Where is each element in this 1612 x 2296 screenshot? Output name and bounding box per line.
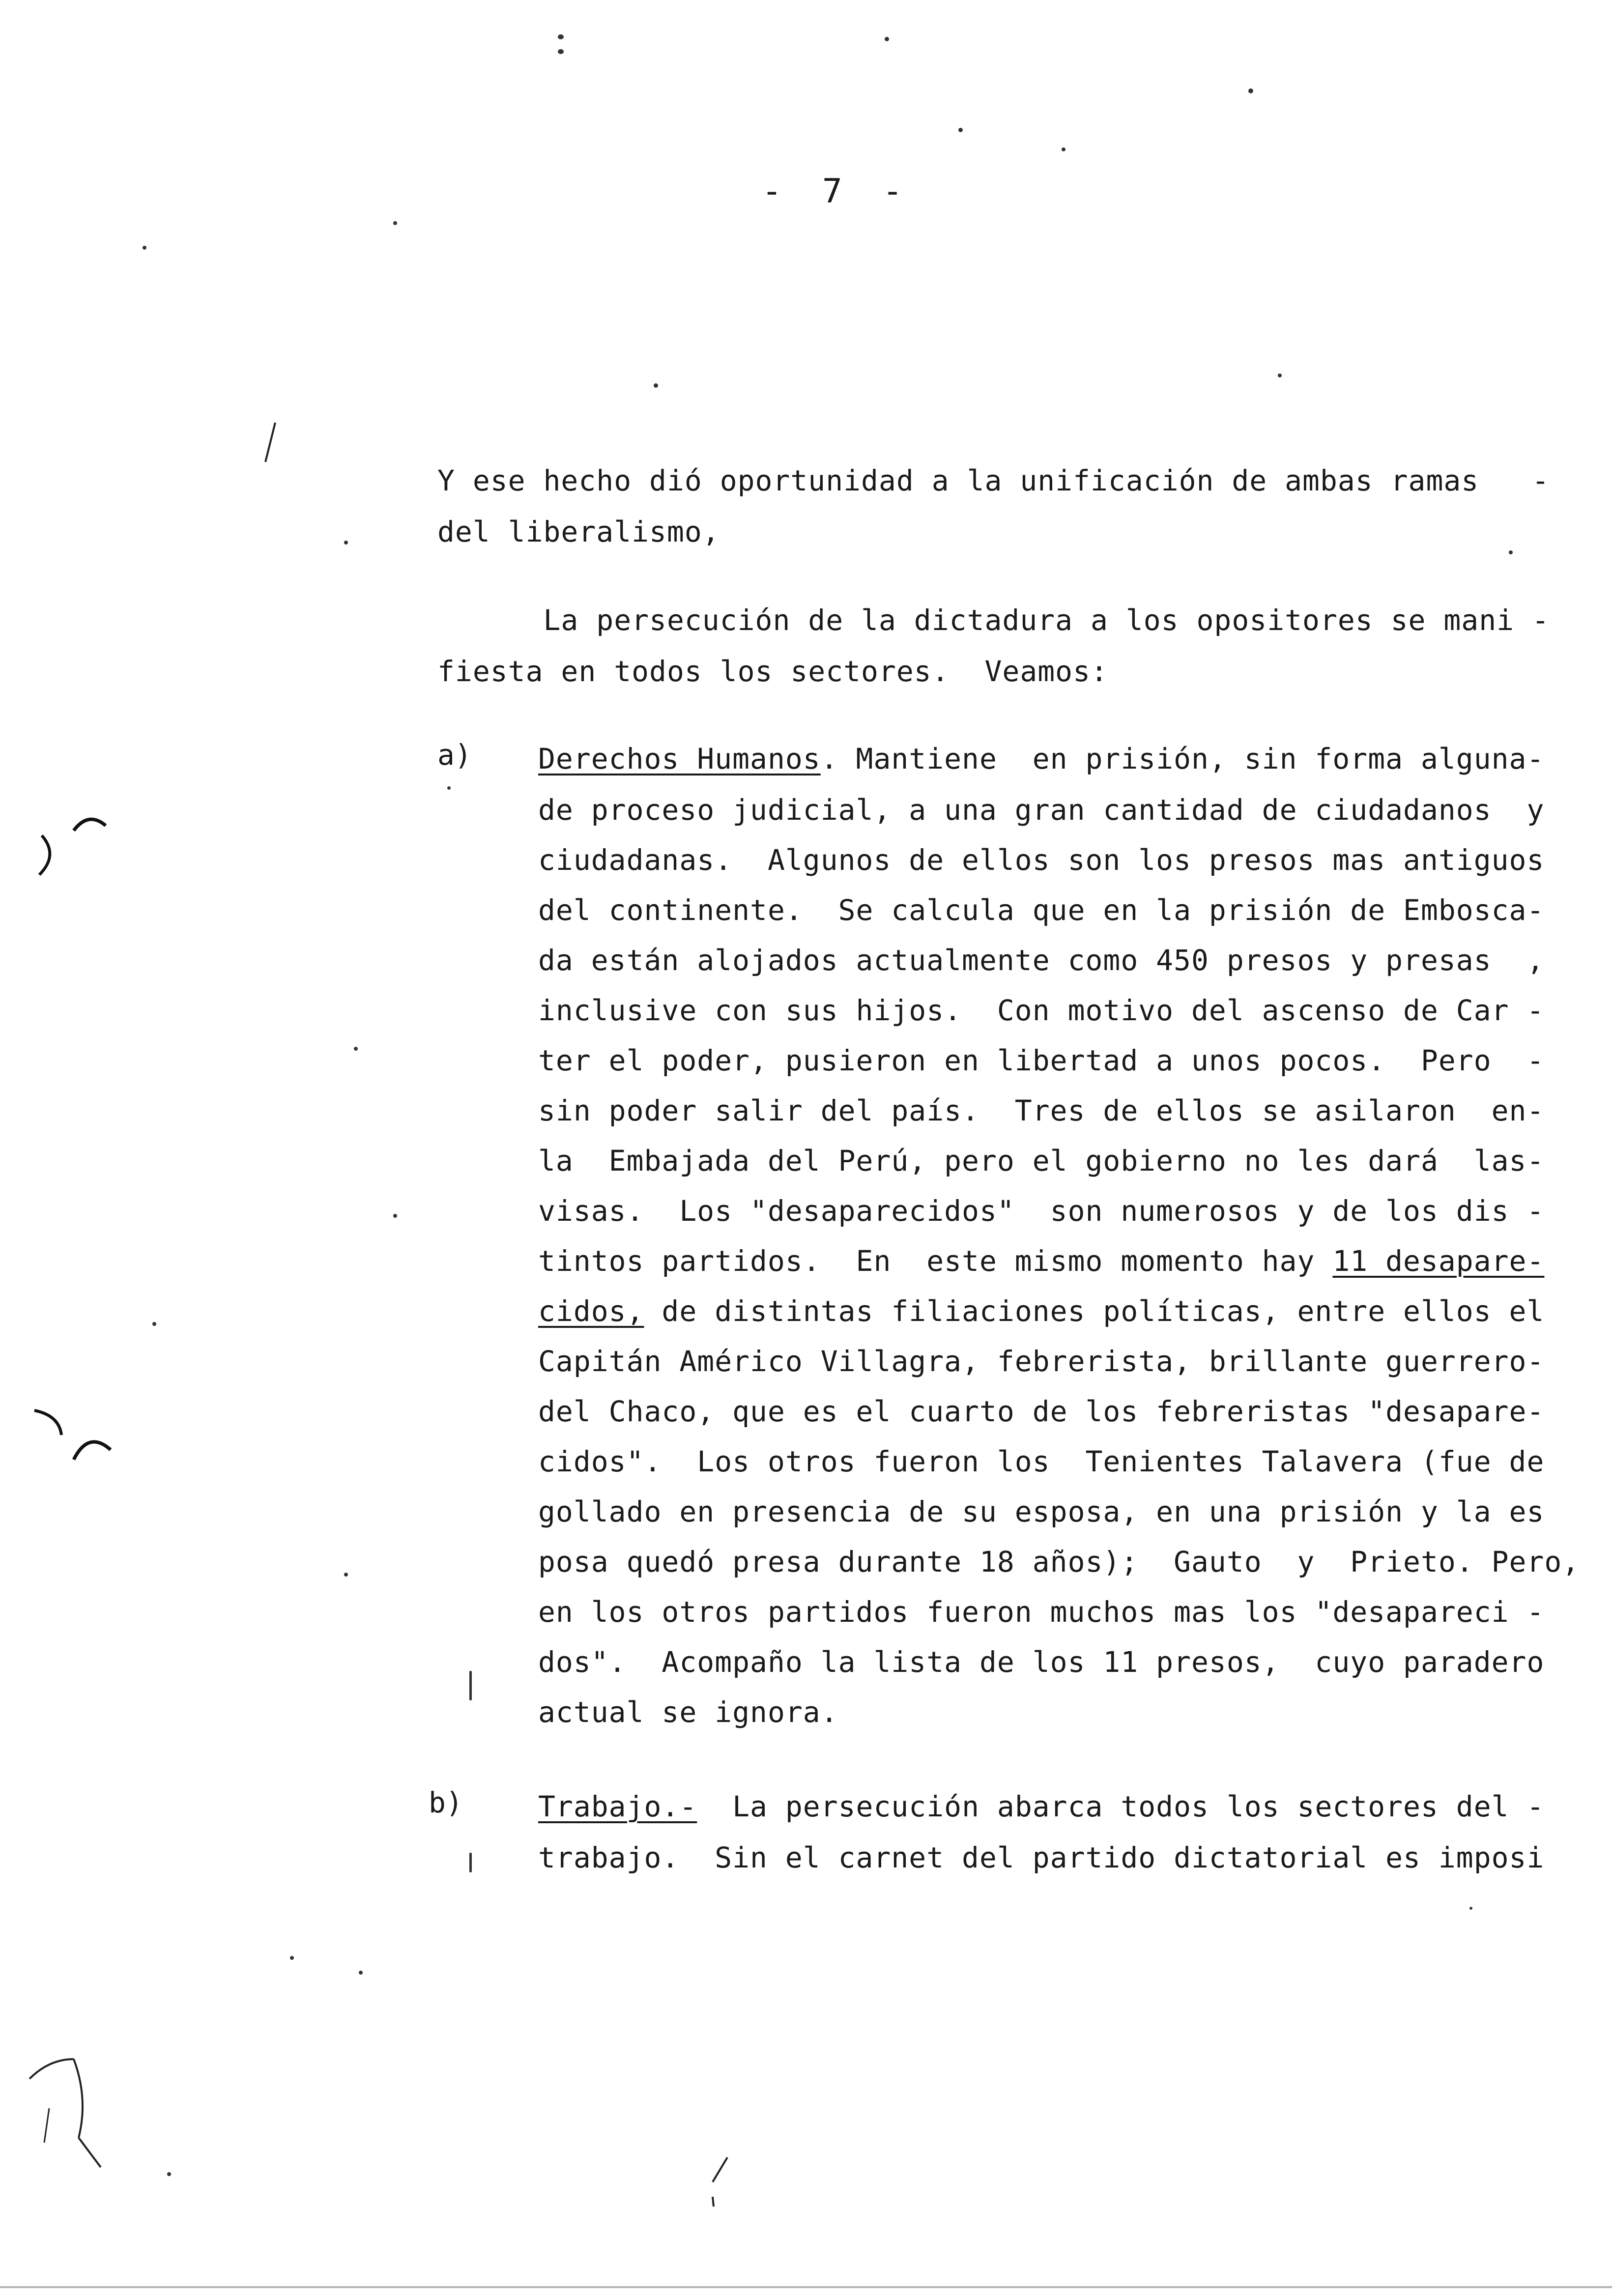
- item-a-first-line: [538, 741, 1544, 776]
- item-a-line: de proceso judicial, a una gran cantidad de ciudadanos y: [538, 793, 1545, 827]
- speck: [469, 1671, 472, 1700]
- item-a-line: dos". Acompaño la lista de los 11 presos, cuyo paradero: [538, 1645, 1545, 1679]
- speck: [167, 2172, 171, 2176]
- item-a-line: cidos". Los otros fueron los Tenientes Talavera (fue de: [538, 1445, 1545, 1478]
- item-a-line: del Chaco, que es el cuarto de los febreristas "desapare-: [538, 1395, 1545, 1428]
- speck: [469, 1853, 472, 1872]
- item-a-marker: a): [437, 738, 472, 772]
- speck: [290, 1956, 294, 1960]
- item-a-line: ciudadanas. Algunos de ellos son los presos mas antiguos: [538, 843, 1545, 877]
- margin-mark-3: [20, 2039, 118, 2187]
- speck: [1509, 550, 1513, 554]
- margin-mark-1: [20, 801, 118, 880]
- speck: [1469, 1907, 1472, 1910]
- item-b-heading: Trabajo.-: [538, 1790, 697, 1823]
- item-b-first-line-rest: La persecución abarca todos los sectores del -: [697, 1790, 1545, 1823]
- item-a-line-12: [538, 1243, 1544, 1279]
- speck: [558, 34, 564, 39]
- speck: [344, 541, 348, 545]
- item-a-first-line-rest: . Mantiene en prisión, sin forma alguna-: [820, 742, 1545, 775]
- speck: [654, 383, 658, 388]
- item-a-line: actual se ignora.: [538, 1695, 838, 1729]
- item-a-line-12-underlined: 11 desapare-: [1332, 1244, 1545, 1278]
- speck: [393, 221, 397, 225]
- speck: [1248, 88, 1253, 93]
- speck: [447, 786, 451, 790]
- intro-line-1: Y ese hecho dió oportunidad a la unificación de ambas ramas -: [437, 464, 1550, 497]
- item-a-line: sin poder salir del país. Tres de ellos se asilaron en-: [538, 1094, 1545, 1127]
- margin-mark-2: [20, 1391, 118, 1469]
- speck: [393, 1214, 397, 1218]
- item-a-line: del continente. Se calcula que en la prisión de Embosca-: [538, 893, 1545, 927]
- item-b-marker: b): [429, 1786, 463, 1819]
- paragraph-line-1: La persecución de la dictadura a los opositores se mani -: [437, 603, 1550, 637]
- item-a-line: visas. Los "desaparecidos" son numerosos y de los dis -: [538, 1194, 1545, 1228]
- speck: [143, 246, 146, 250]
- speck: [958, 128, 963, 132]
- item-a-line: en los otros partidos fueron muchos mas los "desapareci -: [538, 1595, 1545, 1629]
- intro-line-2: del liberalismo,: [437, 515, 720, 548]
- item-a-line: Capitán Américo Villagra, febrerista, brillante guerrero-: [538, 1345, 1545, 1378]
- speck: [885, 37, 889, 41]
- speck: [558, 49, 564, 54]
- paragraph-line-2: fiesta en todos los sectores. Veamos:: [437, 655, 1108, 688]
- item-a-line: gollado en presencia de su esposa, en una prisión y la es: [538, 1495, 1545, 1528]
- page-number: - 7 -: [762, 172, 903, 211]
- speck: [1278, 373, 1282, 377]
- speck: [359, 1971, 363, 1975]
- item-a-line-13-underlined: cidos,: [538, 1294, 644, 1328]
- item-a-heading: Derechos Humanos: [538, 742, 821, 775]
- speck: [354, 1047, 358, 1051]
- item-a-line-13-rest: de distintas filiaciones políticas, entre ellos el: [644, 1294, 1545, 1328]
- margin-mark-5: [698, 2152, 737, 2211]
- item-a-line-12-before: tintos partidos. En este mismo momento hay: [538, 1244, 1333, 1278]
- item-b-first-line: [538, 1789, 1544, 1824]
- item-a-line: posa quedó presa durante 18 años); Gauto y Prieto. Pero,: [538, 1545, 1580, 1578]
- speck: [344, 1573, 348, 1577]
- scan-edge: [0, 2286, 1612, 2288]
- item-a-line-13: [538, 1293, 1544, 1329]
- item-a-line: ter el poder, pusieron en libertad a unos pocos. Pero -: [538, 1044, 1545, 1077]
- item-a-line: da están alojados actualmente como 450 presos y presas ,: [538, 944, 1545, 977]
- item-a-line: la Embajada del Perú, pero el gobierno no les dará las-: [538, 1144, 1545, 1177]
- item-a-line: inclusive con sus hijos. Con motivo del ascenso de Car -: [538, 994, 1545, 1027]
- item-b-line: trabajo. Sin el carnet del partido dictatorial es imposi: [538, 1841, 1545, 1874]
- speck: [1062, 147, 1065, 151]
- margin-mark-4: [256, 418, 285, 467]
- speck: [152, 1322, 156, 1326]
